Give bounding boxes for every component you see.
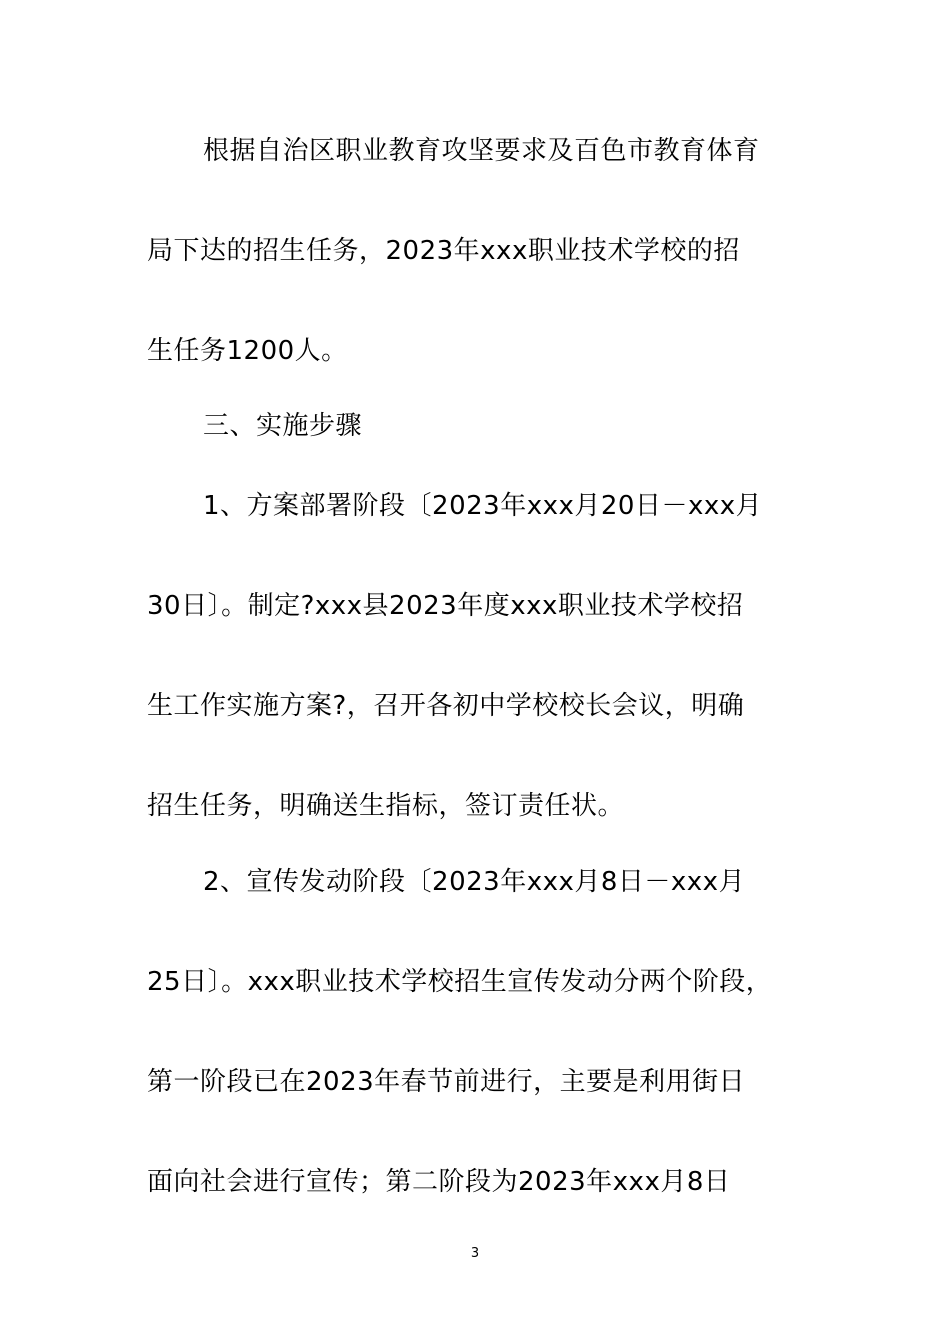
paragraph-line-6: 生工作实施方案?，召开各初中学校校长会议，明确 bbox=[147, 691, 745, 721]
page-number: 3 bbox=[470, 1246, 480, 1261]
paragraph-line-1: 根据自治区职业教育攻坚要求及百色市教育体育 bbox=[203, 136, 760, 166]
paragraph-line-10: 第一阶段已在2023年春节前进行，主要是利用街日 bbox=[147, 1067, 746, 1097]
section-heading: 三、实施步骤 bbox=[203, 411, 363, 441]
paragraph-line-9: 25日〕。xxx职业技术学校招生宣传发动分两个阶段， bbox=[147, 967, 773, 997]
paragraph-line-5: 30日〕。制定?xxx县2023年度xxx职业技术学校招 bbox=[147, 591, 744, 621]
paragraph-line-3: 生任务1200人。 bbox=[147, 336, 348, 366]
paragraph-line-4: 1、方案部署阶段〔2023年xxx月20日－xxx月 bbox=[203, 491, 763, 521]
paragraph-line-11: 面向社会进行宣传；第二阶段为2023年xxx月8日 bbox=[147, 1167, 731, 1197]
paragraph-line-7: 招生任务，明确送生指标，签订责任状。 bbox=[147, 791, 625, 821]
paragraph-line-2: 局下达的招生任务，2023年xxx职业技术学校的招 bbox=[147, 236, 740, 266]
paragraph-line-8: 2、宣传发动阶段〔2023年xxx月8日－xxx月 bbox=[203, 867, 746, 897]
